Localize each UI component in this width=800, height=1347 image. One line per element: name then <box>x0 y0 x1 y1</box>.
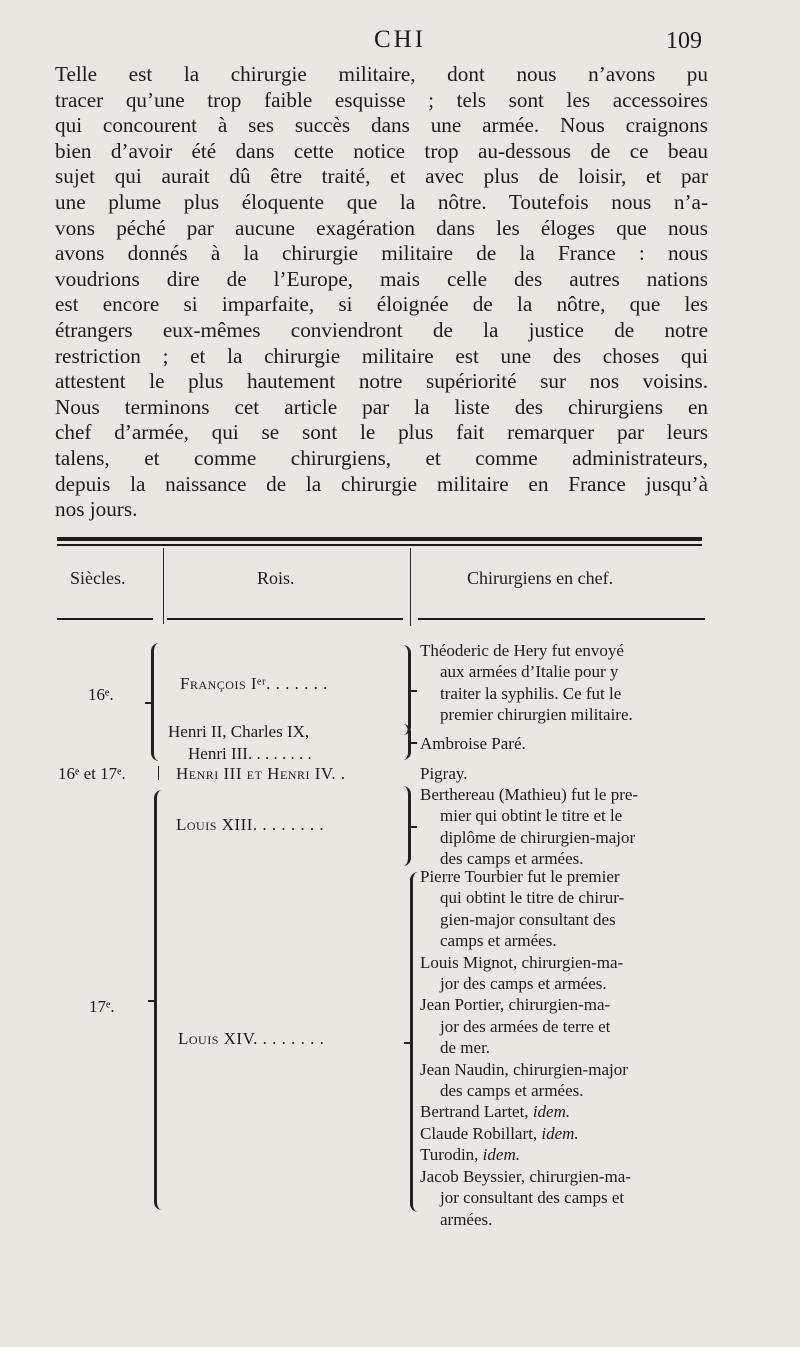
surgeon-idem-line <box>420 1123 631 1144</box>
surgeon-line: de mer. <box>440 1038 491 1058</box>
surgeon-line: des camps et armées. <box>440 849 584 869</box>
reign-brace <box>400 786 411 866</box>
idem-note: idem. <box>532 1102 571 1122</box>
text-line: Nous terminons cet article par la liste des chirurgiens en <box>55 394 708 419</box>
surgeon-name: Bertrand Lartet, <box>420 1102 529 1122</box>
text-line: sujet qui aurait dû être traité, et avec plus de loisir, et par <box>55 164 708 189</box>
surgeon-line: Berthereau (Mathieu) fut le pre- <box>420 785 639 804</box>
surgeon-line: aux armées d’Italie pour y <box>440 662 619 682</box>
text-line: étrangers eux-mêmes conviendront de la justice de notre <box>55 317 708 342</box>
surgeon-entry-pigray <box>420 763 468 784</box>
table-top-rule-inner <box>57 544 702 546</box>
text-line: chef d’armée, qui se sont le plus fait remarquer par leurs <box>55 420 708 445</box>
header-rule <box>418 618 705 620</box>
group-brace <box>151 643 162 761</box>
column-divider <box>410 548 411 626</box>
surgeon-line: premier chirurgien militaire. <box>440 705 633 725</box>
surgeon-line: mier qui obtint le titre et le <box>440 806 623 826</box>
text-line: voudrions dire de l’Europe, mais celle des autres nations <box>55 266 708 291</box>
text-line: nos jours. <box>55 497 138 522</box>
running-title: CHI <box>373 26 427 53</box>
king-louis-xiv: Louis XIV. . . . . . . . <box>178 1029 325 1048</box>
surgeon-line: Pierre Tourbier fut le premier <box>420 867 620 886</box>
header-rule <box>167 618 403 620</box>
table-top-rule <box>57 537 702 541</box>
king-louis-xiii: Louis XIII. . . . . . . . <box>176 815 325 834</box>
surgeon-idem-line <box>420 1144 631 1165</box>
col-header-siecles: Siècles. <box>70 568 126 588</box>
king-francois: François Iᵉʳ. . . . . . . <box>180 674 328 693</box>
text-line: talens, et comme chirurgiens, et comme administrateurs, <box>55 445 708 470</box>
text-line: vons péché par aucune exagération dans les éloges que nous <box>55 215 708 240</box>
text-line: tracer qu’une trop faible esquisse ; tels sont les accessoires <box>55 87 708 112</box>
surgeon-entries-louis-xiv <box>420 866 631 1230</box>
surgeon-idem-line <box>420 1101 631 1122</box>
text-line: une plume plus éloquente que la nôtre. Toutefois nous n’a- <box>55 189 708 214</box>
text-line: est encore si imparfaite, si éloignée de la nôtre, que les <box>55 292 708 317</box>
surgeon-line: jor consultant des camps et <box>440 1188 625 1208</box>
surgeon-line: armées. <box>440 1209 493 1229</box>
century-16: 16ᵉ. <box>88 685 114 704</box>
king-henri-iii-iv: Henri III et Henri IV. . <box>176 764 346 783</box>
surgeon-entry-pare <box>420 733 526 754</box>
surgeon-line: Jean Naudin, chirurgien-major <box>420 1059 628 1079</box>
text-line: restriction ; et la chirurgie militaire est une des choses qui <box>55 343 708 368</box>
surgeon-line: jor des camps et armées. <box>440 974 607 994</box>
king-henri-ii: Henri II, Charles IX, <box>168 722 310 741</box>
surgeon-line: camps et armées. <box>440 931 557 951</box>
idem-note: idem. <box>482 1145 520 1165</box>
reign-brace <box>402 724 411 760</box>
text-line: attestent le plus hautement notre supériorité sur nos voisins. <box>55 369 708 394</box>
body-paragraph <box>55 62 708 523</box>
text-line: Telle est la chirurgie militaire, dont nous n’avons pu <box>55 62 708 86</box>
header-rule <box>57 618 153 620</box>
surgeon-line: diplôme de chirurgien-major <box>440 827 636 847</box>
page-number: 109 <box>666 28 702 54</box>
surgeon-entry-hery <box>420 640 633 726</box>
reign-brace <box>400 645 411 735</box>
surgeon-line: qui obtint le titre de chirur- <box>440 888 625 908</box>
column-divider <box>163 548 164 624</box>
surgeon-line: gien-major consultant des <box>440 909 616 929</box>
col-header-chirurgiens: Chirurgiens en chef. <box>467 568 614 588</box>
surgeon-line: Louis Mignot, chirurgien-ma- <box>420 952 624 972</box>
col-header-rois: Rois. <box>257 568 295 588</box>
surgeon-line: Pigray. <box>420 764 468 783</box>
brace-tick <box>158 766 159 780</box>
surgeon-line: traiter la syphilis. Ce fut le <box>440 683 622 703</box>
surgeon-name: Turodin, <box>420 1145 479 1165</box>
surgeon-line: des camps et armées. <box>440 1081 584 1101</box>
surgeon-entry-berthereau <box>420 784 638 870</box>
text-line: qui concourent à ses succès dans une armée. Nous craignons <box>55 113 708 138</box>
surgeon-line: Ambroise Paré. <box>420 734 526 753</box>
century-16-17: 16ᵉ et 17ᵉ. <box>58 764 126 783</box>
text-line: depuis la naissance de la chirurgie militaire en France jusqu’à <box>55 471 708 496</box>
text-line: bien d’avoir été dans cette notice trop au-dessous de ce beau <box>55 138 708 163</box>
surgeon-line: Jean Portier, chirurgien-ma- <box>420 995 611 1015</box>
century-17: 17ᵉ. <box>89 997 115 1016</box>
king-henri-iii: Henri III. . . . . . . . <box>188 744 312 763</box>
surgeon-name: Claude Robillart, <box>420 1123 538 1143</box>
surgeon-line: jor des armées de terre et <box>440 1016 611 1036</box>
group-brace <box>154 790 165 1210</box>
text-line: avons donnés à la chirurgie militaire de la France : nous <box>55 241 708 266</box>
idem-note: idem. <box>541 1123 579 1143</box>
surgeon-line: Théoderic de Hery fut envoyé <box>420 641 624 660</box>
surgeon-line: Jacob Beyssier, chirurgien-ma- <box>420 1166 631 1186</box>
